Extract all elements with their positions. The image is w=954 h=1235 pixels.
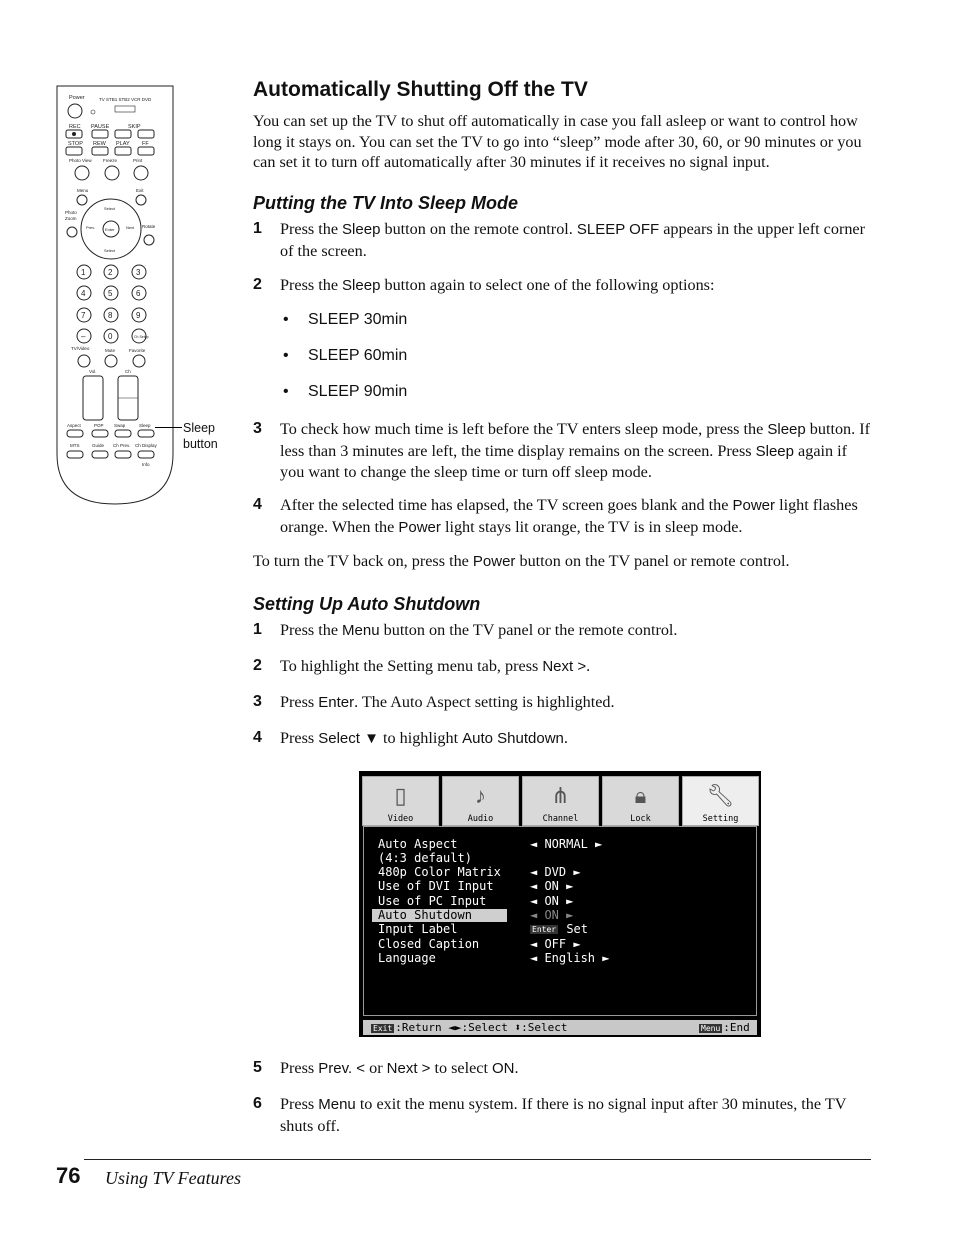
step-number: 2: [253, 657, 262, 674]
menu-item-value: ◄ OFF ►: [530, 937, 581, 951]
svg-text:TV/Video: TV/Video: [71, 346, 90, 351]
svg-text:Aspect: Aspect: [67, 423, 81, 428]
step-number: 1: [253, 220, 262, 237]
svg-text:Menu: Menu: [77, 188, 89, 193]
menu-item-value: ◄ DVD ►: [530, 865, 581, 879]
svg-text:Freeze: Freeze: [103, 158, 118, 163]
step-number: 4: [253, 729, 262, 746]
menu-item-value: ◄ ON ►: [530, 894, 574, 908]
svg-text:9: 9: [136, 311, 141, 320]
svg-text:2: 2: [108, 268, 113, 277]
menu-item-label: Auto Aspect: [378, 837, 458, 851]
menu-item-label: Use of DVI Input: [378, 879, 494, 893]
svg-text:Next: Next: [126, 225, 135, 230]
svg-text:Select: Select: [104, 206, 116, 211]
menu-item-value: ◄ ON ►: [530, 908, 574, 922]
remote-control-illustration: [55, 84, 175, 506]
footer-chapter-title: Using TV Features: [105, 1168, 242, 1188]
svg-text:Exit: Exit: [136, 188, 144, 193]
step-number: 3: [253, 693, 262, 710]
bullet-icon: •: [283, 383, 289, 400]
video-icon: ▯: [394, 783, 407, 808]
svg-text:Mute: Mute: [105, 348, 116, 353]
svg-text:4: 4: [81, 289, 86, 298]
intro-paragraph: You can set up the TV to shut off automatically in case you fall asleep or want to control how long it stays on. You can set the TV to go into “sleep” mode after 30, 60, or 90 minutes or you can set it to turn off automatically after 30 minutes if it receives no signal input.: [253, 112, 862, 171]
svg-text:Favorite: Favorite: [129, 348, 146, 353]
svg-text:Ch Display: Ch Display: [135, 443, 157, 448]
sleep-button-callout: Sleep button: [183, 421, 218, 451]
menu-item-label: Input Label: [378, 922, 458, 936]
svg-text:Ch Prev.: Ch Prev.: [113, 443, 131, 448]
svg-text:Select: Select: [104, 248, 116, 253]
volume-rocker-icon: [83, 376, 103, 420]
settings-panel: [363, 826, 757, 1016]
tab-video: ▯ Video: [362, 776, 439, 826]
menu-key-icon: Menu: [701, 1023, 721, 1033]
svg-text:Photo View: Photo View: [69, 158, 92, 163]
svg-text:PAUSE: PAUSE: [91, 124, 110, 130]
svg-text:MTS: MTS: [70, 443, 80, 448]
audio-icon: ♪: [475, 783, 486, 808]
antenna-icon: ⋔: [551, 783, 570, 808]
step-number: 3: [253, 420, 262, 437]
tv-menu-screenshot: [359, 771, 761, 1037]
svg-text:0: 0: [108, 332, 113, 341]
page-number: 76: [56, 1163, 81, 1188]
exit-key-icon: Exit: [373, 1023, 393, 1033]
step-number: 2: [253, 276, 262, 293]
step-number: 5: [253, 1059, 262, 1076]
svg-text:Sleep: Sleep: [139, 423, 151, 428]
svg-text:Enter: Enter: [105, 227, 115, 232]
menu-item-label-highlighted: Auto Shutdown: [378, 908, 472, 922]
svg-text:Photo: Photo: [65, 210, 77, 215]
key-name: SLEEP OFF: [576, 221, 660, 238]
up-down-arrows-icon: ⬍: [514, 1021, 522, 1034]
svg-text:Ch: Ch: [125, 369, 131, 374]
svg-text:5: 5: [108, 289, 113, 298]
bullet-icon: •: [283, 311, 289, 328]
svg-text:Swap: Swap: [114, 423, 126, 428]
left-right-arrows-icon: ◄►: [448, 1021, 462, 1034]
menu-item-label: 480p Color Matrix: [378, 865, 501, 879]
menu-item-label: Language: [378, 951, 436, 965]
wrench-icon: 🔧︎: [706, 783, 735, 808]
tab-audio: ♪ Audio: [442, 776, 519, 826]
menu-status-bar: Exit :Return ◄►:Select ⬍:Select Menu :End: [363, 1020, 757, 1035]
svg-text:REW: REW: [93, 141, 106, 147]
svg-text:7: 7: [81, 311, 86, 320]
svg-text:Prev.: Prev.: [86, 225, 96, 230]
tab-channel: ⋔ Channel: [522, 776, 599, 826]
step-number: 6: [253, 1095, 262, 1112]
svg-text:Rotate: Rotate: [142, 224, 156, 229]
menu-item-value: ◄ NORMAL ►: [530, 837, 603, 851]
step-number: 1: [253, 621, 262, 638]
enter-key-icon: Enter: [532, 925, 557, 934]
svg-text:POP: POP: [94, 423, 104, 428]
turn-back-on-paragraph: To turn the TV back on, press the Power button on the TV panel or remote control.: [253, 552, 790, 570]
key-name: Sleep: [342, 221, 381, 238]
svg-text:8: 8: [108, 311, 113, 320]
footer-divider: [84, 1159, 871, 1160]
section-heading-auto-shutdown: Setting Up Auto Shutdown: [253, 594, 481, 614]
svg-text:6: 6: [136, 289, 141, 298]
page-title: Automatically Shutting Off the TV: [253, 78, 588, 101]
tab-lock: 🔒︎ Lock: [602, 776, 679, 826]
menu-item-label: Closed Caption: [378, 937, 480, 951]
svg-text:Vol.: Vol.: [89, 369, 97, 374]
svg-text:REC: REC: [69, 124, 81, 130]
svg-text:Zoom: Zoom: [65, 216, 77, 221]
menu-item-value: Enter Set: [532, 922, 589, 936]
section-heading-sleep-mode: Putting the TV Into Sleep Mode: [253, 193, 518, 213]
svg-text:–: –: [81, 332, 86, 341]
power-button-icon: [68, 104, 82, 118]
step-number: 4: [253, 496, 262, 513]
menu-item-value: ◄ ON ►: [530, 879, 574, 893]
svg-text:Info: Info: [142, 462, 150, 467]
remote-label: Power: [69, 95, 85, 101]
svg-text:PLAY: PLAY: [116, 141, 130, 147]
callout-line: [155, 427, 182, 428]
svg-text:Ch Setup: Ch Setup: [134, 335, 149, 339]
menu-item-value: ◄ English ►: [530, 951, 610, 965]
svg-text:Print: Print: [133, 158, 143, 163]
menu-item-label: (4:3 default): [378, 851, 472, 865]
svg-text:SKIP: SKIP: [128, 124, 141, 130]
svg-text:TV STB1 STB2 VCR DVD: TV STB1 STB2 VCR DVD: [99, 97, 152, 102]
menu-item-label: Use of PC Input: [378, 894, 487, 908]
bullet-icon: •: [283, 347, 289, 364]
key-name: Sleep: [342, 277, 381, 294]
tab-setting: 🔧︎ Setting: [682, 776, 759, 826]
lock-icon: 🔒︎: [634, 783, 647, 808]
svg-text:FF: FF: [142, 141, 149, 147]
svg-text:1: 1: [81, 268, 86, 277]
sleep-button-icon: [138, 430, 154, 437]
svg-text:STOP: STOP: [68, 141, 83, 147]
svg-text:3: 3: [136, 268, 141, 277]
svg-text:Guide: Guide: [92, 443, 105, 448]
